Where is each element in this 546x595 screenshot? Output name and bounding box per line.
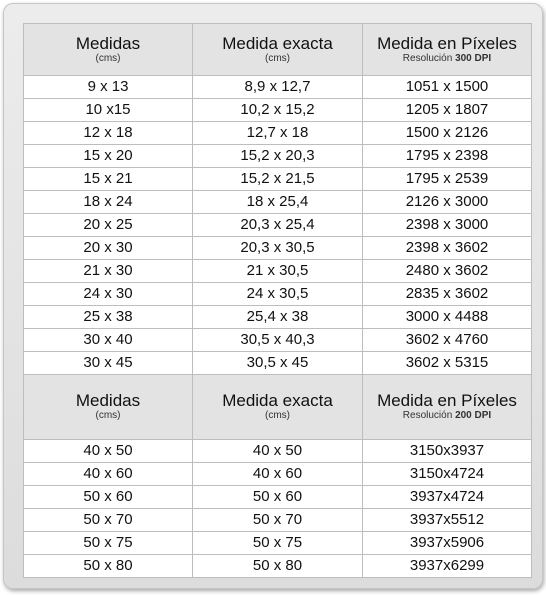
sizes-panel: [3, 3, 543, 589]
header-label: Medida en Píxeles: [377, 391, 517, 410]
header-unit: (cms): [95, 410, 121, 421]
resolution-dpi: 200 DPI: [455, 410, 492, 421]
header-medida-pixeles: [363, 375, 532, 440]
cell-medida: 50 x 80: [24, 555, 193, 578]
cell-pixeles: 3602 x 4760: [363, 329, 532, 352]
table-body: [24, 440, 532, 578]
header-unit: (cms): [95, 52, 121, 64]
header-label: Medida exacta: [222, 33, 333, 53]
cell-medida-exacta: 50 x 60: [193, 486, 363, 509]
table-header-row: [24, 24, 532, 76]
header-resolution: [363, 53, 531, 65]
cell-medida: 20 x 30: [24, 237, 193, 260]
table-row: [24, 329, 532, 352]
cell-medida: 40 x 60: [24, 463, 193, 486]
cell-medida-exacta: 30,5 x 40,3: [193, 329, 363, 352]
cell-medida: 50 x 60: [24, 486, 193, 509]
cell-pixeles: 3000 x 4488: [363, 306, 532, 329]
cell-medida: 30 x 40: [24, 329, 193, 352]
cell-medida-exacta: 10,2 x 15,2: [193, 99, 363, 122]
cell-medida: 9 x 13: [24, 76, 193, 99]
cell-pixeles: 1795 x 2398: [363, 145, 532, 168]
table-row: [24, 76, 532, 99]
cell-medida: 25 x 38: [24, 306, 193, 329]
table-row: [24, 306, 532, 329]
table-header-row: [24, 375, 532, 440]
header-medidas: [24, 375, 193, 440]
cell-pixeles: 2126 x 3000: [363, 191, 532, 214]
table-row: [24, 509, 532, 532]
cell-medida: 15 x 20: [24, 145, 193, 168]
cell-pixeles: 1205 x 1807: [363, 99, 532, 122]
cell-medida-exacta: 50 x 75: [193, 532, 363, 555]
header-unit: (cms): [265, 410, 290, 421]
cell-pixeles: 3937x6299: [363, 555, 532, 578]
cell-medida-exacta: 12,7 x 18: [193, 122, 363, 145]
table-row: [24, 260, 532, 283]
header-medida-pixeles: [363, 24, 532, 76]
table-row: [24, 486, 532, 509]
header-label: Medida en Píxeles: [377, 33, 517, 53]
header-resolution: [363, 410, 531, 422]
cell-medida: 20 x 25: [24, 214, 193, 237]
table-row: [24, 191, 532, 214]
cell-medida-exacta: 50 x 80: [193, 555, 363, 578]
table-row: [24, 214, 532, 237]
cell-medida-exacta: 40 x 50: [193, 440, 363, 463]
cell-medida-exacta: 24 x 30,5: [193, 283, 363, 306]
cell-pixeles: 3937x5906: [363, 532, 532, 555]
header-unit: (cms): [265, 52, 290, 64]
table-row: [24, 122, 532, 145]
cell-medida-exacta: 18 x 25,4: [193, 191, 363, 214]
table-row: [24, 352, 532, 375]
header-medida-exacta: [193, 375, 363, 440]
table-body: [24, 76, 532, 375]
cell-medida-exacta: 21 x 30,5: [193, 260, 363, 283]
header-medidas: [24, 24, 193, 76]
resolution-prefix: Resolución: [402, 410, 456, 421]
table-row: [24, 99, 532, 122]
cell-pixeles: 2835 x 3602: [363, 283, 532, 306]
cell-pixeles: 2398 x 3000: [363, 214, 532, 237]
table-row: [24, 532, 532, 555]
cell-pixeles: 1500 x 2126: [363, 122, 532, 145]
cell-medida: 40 x 50: [24, 440, 193, 463]
table-row: [24, 168, 532, 191]
cell-pixeles: 2398 x 3602: [363, 237, 532, 260]
size-table-200dpi: [23, 374, 532, 578]
cell-medida-exacta: 20,3 x 30,5: [193, 237, 363, 260]
cell-pixeles: 3937x4724: [363, 486, 532, 509]
table-row: [24, 555, 532, 578]
cell-medida-exacta: 50 x 70: [193, 509, 363, 532]
size-table-300dpi: [23, 23, 532, 375]
resolution-dpi: 300 DPI: [455, 52, 492, 64]
cell-pixeles: 3150x3937: [363, 440, 532, 463]
cell-medida: 18 x 24: [24, 191, 193, 214]
cell-medida: 15 x 21: [24, 168, 193, 191]
cell-medida: 12 x 18: [24, 122, 193, 145]
header-label: Medida exacta: [222, 391, 333, 410]
cell-pixeles: 3602 x 5315: [363, 352, 532, 375]
table-row: [24, 463, 532, 486]
cell-medida-exacta: 25,4 x 38: [193, 306, 363, 329]
cell-medida: 30 x 45: [24, 352, 193, 375]
cell-medida: 21 x 30: [24, 260, 193, 283]
cell-medida-exacta: 15,2 x 21,5: [193, 168, 363, 191]
cell-medida: 50 x 75: [24, 532, 193, 555]
header-label: Medidas: [75, 391, 141, 410]
cell-medida: 50 x 70: [24, 509, 193, 532]
table-row: [24, 237, 532, 260]
cell-pixeles: 2480 x 3602: [363, 260, 532, 283]
cell-medida: 24 x 30: [24, 283, 193, 306]
cell-medida-exacta: 20,3 x 25,4: [193, 214, 363, 237]
cell-medida-exacta: 8,9 x 12,7: [193, 76, 363, 99]
cell-medida-exacta: 30,5 x 45: [193, 352, 363, 375]
table-row: [24, 145, 532, 168]
cell-medida-exacta: 40 x 60: [193, 463, 363, 486]
cell-pixeles: 1795 x 2539: [363, 168, 532, 191]
cell-pixeles: 1051 x 1500: [363, 76, 532, 99]
header-label: Medidas: [75, 33, 141, 53]
table-row: [24, 440, 532, 463]
header-medida-exacta: [193, 24, 363, 76]
cell-pixeles: 3150x4724: [363, 463, 532, 486]
table-row: [24, 283, 532, 306]
resolution-prefix: Resolución: [402, 52, 456, 64]
cell-medida: 10 x15: [24, 99, 193, 122]
cell-medida-exacta: 15,2 x 20,3: [193, 145, 363, 168]
cell-pixeles: 3937x5512: [363, 509, 532, 532]
